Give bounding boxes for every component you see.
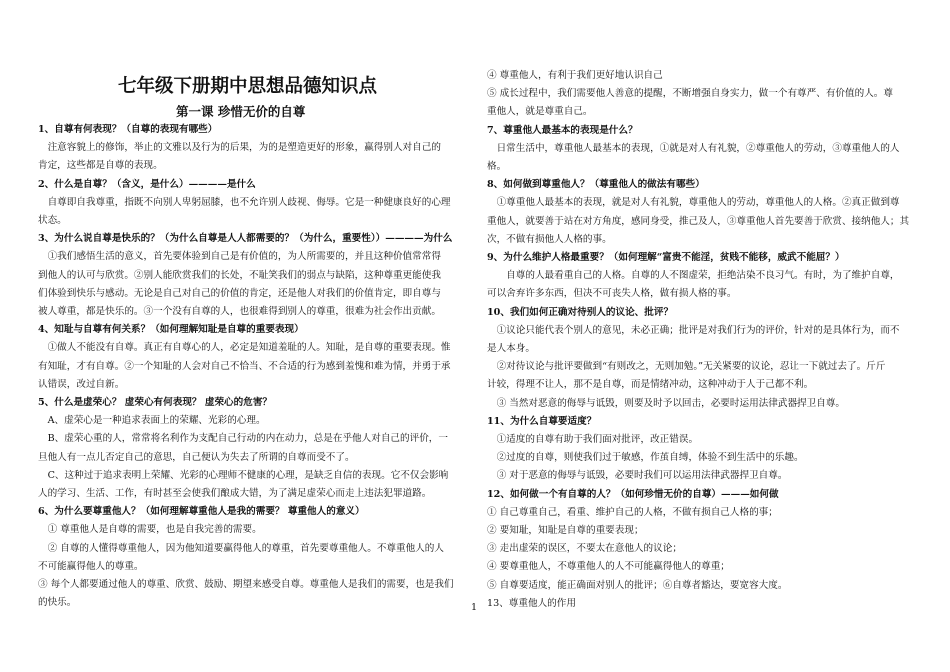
text-line: 是人本身。 [487, 343, 535, 354]
text-line: ③ 当然对恶意的侮辱与诋毁，则要及时予以回击，必要时运用法律武器捍卫自尊。 [487, 397, 846, 409]
text-line: ①适度的自尊有助于我们面对批评，改正错误。 [487, 434, 699, 445]
text-line: ④ 尊重他人，有利于我们更好地认识自己 [487, 70, 663, 81]
text-line: 认错误，改过自新。 [38, 378, 125, 390]
text-line: ①我们感悟生活的意义，首先要体验到自己是有价值的，为人所需要的，并且这种价值常常得 [38, 251, 441, 263]
text-line: 13、尊重他人的作用 [487, 597, 576, 609]
text-line: ⑤ 成长过程中，我们需要他人善意的提醒，不断增强自身实力，做一个有尊严、有价值的人。尊 [487, 88, 893, 100]
text-line: 次，不做有损他人人格的事。 [487, 233, 612, 245]
text-line: 到他人的认可与欣赏。②别人能欣赏我们的长处，不耻笑我们的弱点与缺陷，这种尊重更能使我 [38, 269, 441, 281]
section-heading: 1、自尊有何表现？（自尊的表现有哪些） [38, 124, 218, 135]
section-heading: 5、什么是虚荣心？ 虚荣心有何表现？ 虚荣心的危害？ [38, 397, 273, 408]
section-heading: 4、知耻与自尊有何关系？（如何理解知耻是自尊的重要表现） [38, 324, 304, 336]
page-number: 1 [471, 602, 478, 613]
text-line: 自尊的人最看重自己的人格。自尊的人不图虚荣，拒绝沾染不良习气。有时，为了维护自尊， [487, 270, 900, 282]
text-line: ①尊重他人最基本的表现，就是对人有礼貌，尊重他人的劳动，尊重他人的人格。②真正做到尊 [487, 197, 900, 209]
text-line: 人的学习、生活、工作，有时甚至会使我们酿成大错，为了满足虚荣心而走上违法犯罪道路。 [38, 488, 432, 499]
text-line: ③ 每个人都要通过他人的尊重、欣赏、鼓励、期望来感受自尊。尊重他人是我们的需要，也是我们 [38, 579, 454, 590]
text-line: 重他人，就要善于站在对方角度，感同身受，推己及人，③尊重他人首先要善于欣赏、接纳他人；其 [487, 215, 910, 227]
section-heading: 3、为什么说自尊是快乐的？（为什么自尊是人人都需要的？（为什么，重要性））————为什么 [38, 233, 453, 245]
text-line: 有知耻，才有自尊。②一个知耻的人会对自己不恰当、不合适的行为感到羞愧和难为情，并勇于承 [38, 360, 451, 372]
text-line: 的快乐。 [38, 597, 77, 609]
section-heading: 9、为什么维护人格最重要？（如何理解“富贵不能淫，贫贱不能移，威武不能屈？） [487, 252, 845, 263]
section-heading: 11、为什么自尊要适度？ [487, 415, 597, 427]
text-line: 肯定，这些都是自尊的表现。 [38, 160, 163, 172]
text-line: 们体验到快乐与感动。无论是自己对自己的价值的肯定，还是他人对我们的价值肯定，即自尊与 [38, 287, 441, 299]
section-heading: 12、如何做一个有自尊的人？（如何珍惜无价的自尊）———如何做 [487, 488, 779, 500]
text-line: 被人尊重，都是快乐的。③一个没有自尊的人，也很难得到别人的尊重，很难为社会作出贡献。 [38, 306, 441, 317]
text-line: B、虚荣心重的人，常常将名利作为支配自己行动的内在动力，总是在乎他人对自己的评价，一 [38, 433, 448, 445]
text-line: ②过度的自尊，则使我们过于敏感，作茧自缚，体验不到生活中的乐趣。 [487, 452, 804, 464]
text-line: ⑤ 自尊要适度，能正确面对别人的批评；⑥自尊者豁达，要宽容大度。 [487, 579, 788, 591]
text-line: ②对待议论与批评要做到“有则改之，无则加勉。”无关紧要的议论，忍让一下就过去了。斤斤 [487, 361, 886, 373]
text-line: ①做人不能没有自尊。真正有自尊心的人，必定是知道羞耻的人。知耻，是自尊的重要表现。惟 [38, 342, 451, 354]
text-line: 格。 [487, 161, 507, 172]
text-line: 日常生活中，尊重他人最基本的表现，①就是对人有礼貌，②尊重他人的劳动，③尊重他人的人 [487, 142, 900, 154]
text-line: 可以舍弃许多东西，但决不可丧失人格，做有损人格的事。 [487, 288, 737, 300]
text-line: C、这种过于追求表明上荣耀、光彩的心理师不健康的心理，是缺乏自信的表现。它不仅会影响 [38, 469, 449, 481]
text-line: ② 自尊的人懂得尊重他人，因为他知道要赢得他人的尊重，首先要尊重他人。不尊重他人的人 [38, 542, 444, 554]
section-heading: 8、如何做到尊重他人？（尊重他人的做法有哪些） [487, 179, 705, 191]
text-line: ④ 要尊重他人，不尊重他人的人不可能赢得他人的尊重； [487, 561, 730, 573]
text-line: ② 要知耻，知耻是自尊的重要表现； [487, 525, 644, 536]
text-line: ③ 走出虚荣的误区，不要太在意他人的议论； [487, 543, 682, 555]
text-line: ③ 对于恶意的侮辱与诋毁，必要时我们可以运用法律武器捍卫自尊。 [487, 470, 788, 482]
text-line: 计较，得理不让人，那不是自尊，而是情绪冲动，这种冲动于人于己都不利。 [487, 379, 814, 391]
section-heading: 2、什么是自尊？（含义，是什么）————是什么 [38, 178, 256, 190]
text-line: 自尊即自我尊重，指既不向别人卑躬屈膝，也不允许别人歧视、侮辱。它是一种健康良好的心理 [38, 196, 451, 208]
text-line: 注意容貌上的修饰，举止的文雅以及行为的后果，为的是塑造更好的形象，赢得别人对自己的 [38, 142, 441, 154]
page-title: 七年级下册期中思想品德知识点 [118, 76, 378, 97]
lesson-subtitle: 第一课 珍惜无价的自尊 [176, 104, 306, 119]
text-line: 重他人，就是尊重自己。 [487, 106, 593, 118]
text-line: 不可能赢得他人的尊重。 [38, 560, 144, 572]
text-line: ①议论只能代表个别人的意见，未必正确；批评是对我们行为的评价，针对的是具体行为，而不 [487, 324, 900, 336]
section-heading: 7、尊重他人最基本的表现是什么？ [487, 124, 638, 136]
section-heading: 10、我们如何正确对待别人的议论、批评？ [487, 306, 674, 318]
text-line: ① 尊重他人是自尊的需要，也是自我完善的需要。 [38, 524, 262, 536]
text-line: 状态。 [38, 215, 67, 226]
text-line: 旦他人有一点儿否定自己的意思，自己便认为失去了所谓的自尊而受不了。 [38, 451, 355, 463]
text-line: A、虚荣心是一种追求表面上的荣耀、光彩的心理。 [38, 415, 266, 427]
section-heading: 6、为什么要尊重他人？（如何理解尊重他人是我的需要？ 尊重他人的意义） [38, 506, 365, 518]
text-line: ① 自己尊重自己，看重、维护自己的人格，不做有损自己人格的事； [487, 506, 778, 518]
